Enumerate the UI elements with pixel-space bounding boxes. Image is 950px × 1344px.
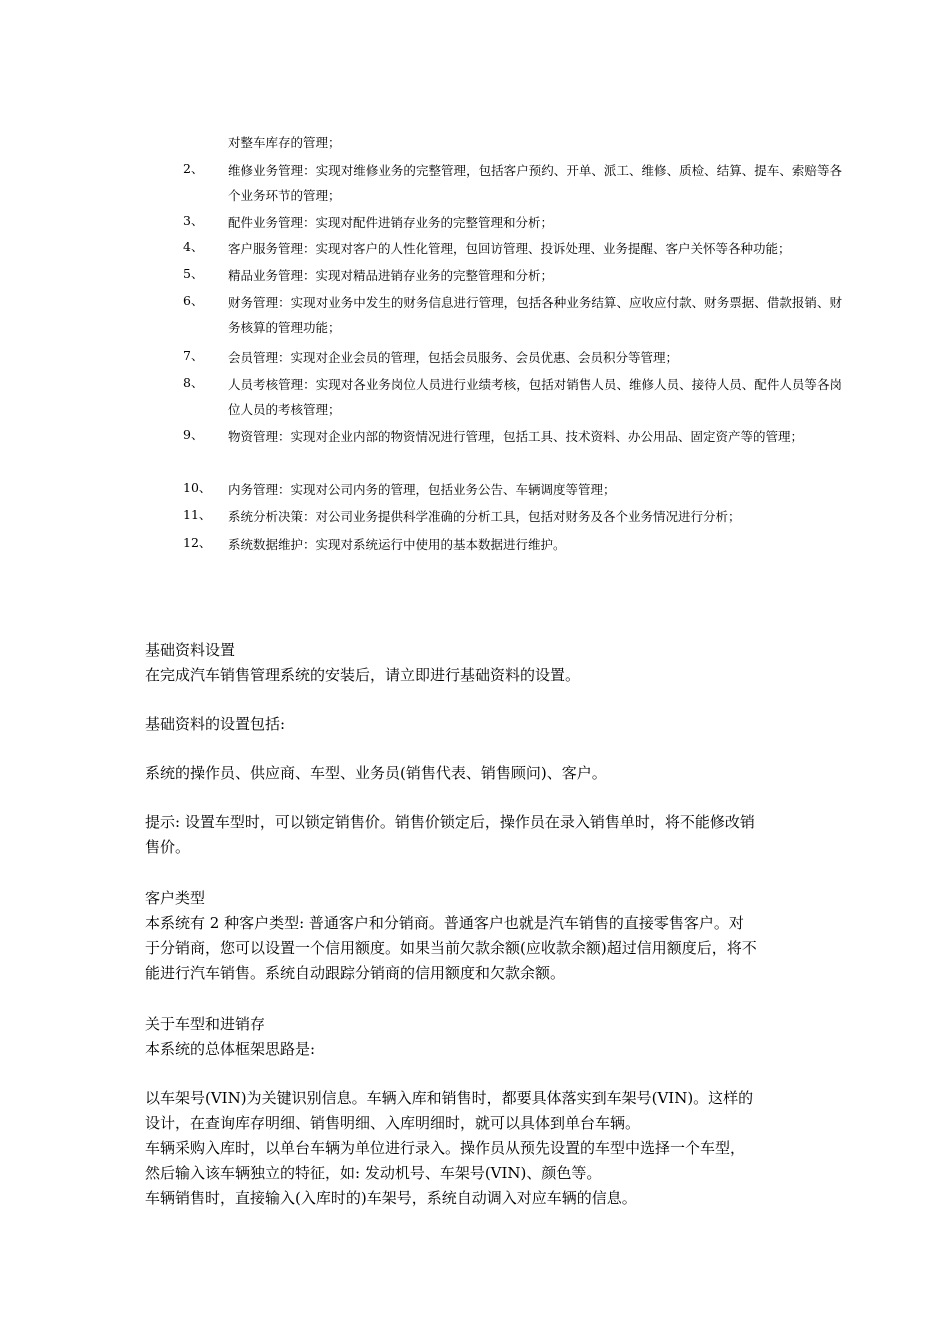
list-item-text: 人员考核管理：实现对各业务岗位人员进行业绩考核，包括对销售人员、维修人员、接待人员、配件人员等各岗位人员的考核管理； — [228, 377, 842, 417]
model-inventory-section — [145, 1012, 810, 1211]
paragraph: 于分销商，您可以设置一个信用额度。如果当前欠款余额(应收款余额)超过信用额度后，将不 — [145, 939, 757, 957]
list-item-number: 7、 — [183, 348, 204, 363]
paragraph: 系统的操作员、供应商、车型、业务员(销售代表、销售顾问)、客户。 — [145, 764, 607, 782]
list-item-text: 内务管理：实现对公司内务的管理，包括业务公告、车辆调度等管理； — [228, 482, 616, 497]
list-item-text: 会员管理：实现对企业会员的管理，包括会员服务、会员优惠、会员积分等管理； — [228, 350, 679, 365]
paragraph: 车辆采购入库时，以单台车辆为单位进行录入。操作员从预先设置的车型中选择一个车型， — [145, 1139, 746, 1157]
paragraph: 车辆销售时，直接输入(入库时的)车架号，系统自动调入对应车辆的信息。 — [145, 1189, 637, 1207]
paragraph: 提示: 设置车型时，可以锁定销售价。销售价锁定后，操作员在录入销售单时，将不能修改销 — [145, 813, 755, 831]
section-heading: 客户类型 — [145, 889, 206, 907]
paragraph: 以车架号(VIN)为关键识别信息。车辆入库和销售时，都要具体落实到车架号(VIN)。这样的 — [145, 1089, 754, 1107]
paragraph: 本系统的总体框架思路是: — [145, 1040, 316, 1058]
list-item-number: 10、 — [183, 480, 212, 495]
list-item-text: 配件业务管理：实现对配件进销存业务的完整管理和分析； — [228, 215, 554, 230]
paragraph: 售价。 — [145, 838, 191, 856]
paragraph: 基础资料的设置包括: — [145, 715, 286, 733]
list-item-number: 12、 — [183, 535, 212, 550]
list-item-number: 11、 — [183, 507, 212, 522]
paragraph: 然后输入该车辆独立的特征，如: 发动机号、车架号(VIN)、颜色等。 — [145, 1164, 602, 1182]
paragraph: 在完成汽车销售管理系统的安装后，请立即进行基础资料的设置。 — [145, 666, 581, 684]
list-item-number: 6、 — [183, 293, 204, 308]
list-continuation: 对整车库存的管理； — [228, 135, 341, 150]
list-item-text: 客户服务管理：实现对客户的人性化管理，包回访管理、投诉处理、业务提醒、客户关怀等各种功能； — [228, 241, 791, 256]
list-item-text: 精品业务管理：实现对精品进销存业务的完整管理和分析； — [228, 268, 554, 283]
list-item-number: 5、 — [183, 266, 204, 281]
paragraph: 设计，在查询库存明细、销售明细、入库明细时，就可以具体到单台车辆。 — [145, 1114, 641, 1132]
basic-settings-section — [145, 638, 810, 860]
list-item-text: 系统数据维护：实现对系统运行中使用的基本数据进行维护。 — [228, 537, 566, 552]
paragraph: 能进行汽车销售。系统自动跟踪分销商的信用额度和欠款余额。 — [145, 964, 566, 982]
section-heading: 关于车型和进销存 — [145, 1015, 266, 1033]
list-item-number: 9、 — [183, 427, 204, 442]
list-item-text: 系统分析决策：对公司业务提供科学准确的分析工具，包括对财务及各个业务情况进行分析； — [228, 509, 741, 524]
section-heading: 基础资料设置 — [145, 641, 236, 659]
list-item-text: 财务管理：实现对业务中发生的财务信息进行管理，包括各种业务结算、应收应付款、财务票据、借款报销、财务核算的管理功能； — [228, 295, 842, 335]
customer-type-section — [145, 886, 810, 986]
list-item-number: 4、 — [183, 239, 204, 254]
list-item-number: 2、 — [183, 161, 204, 176]
list-item-number: 8、 — [183, 375, 204, 390]
list-item-number: 3、 — [183, 213, 204, 228]
list-item-text: 维修业务管理：实现对维修业务的完整管理，包括客户预约、开单、派工、维修、质检、结算、提车、索赔等各个业务环节的管理； — [228, 163, 842, 203]
list-item-text: 物资管理：实现对企业内部的物资情况进行管理，包括工具、技术资料、办公用品、固定资产等的管理； — [228, 429, 804, 444]
paragraph: 本系统有 2 种客户类型: 普通客户和分销商。普通客户也就是汽车销售的直接零售客户。对 — [145, 914, 744, 932]
